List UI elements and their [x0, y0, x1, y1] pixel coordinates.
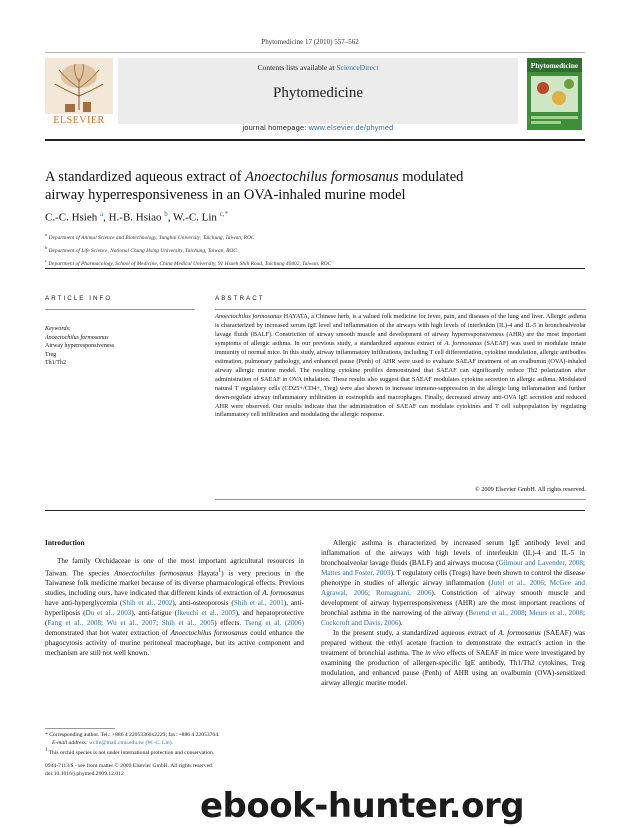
- abstract-rule: [215, 309, 586, 310]
- keyword: Treg: [45, 351, 57, 358]
- issn-block: [45, 762, 345, 778]
- article-info-heading: ARTICLE INFO: [45, 295, 113, 302]
- cover-title: Phytomedicine: [530, 61, 579, 70]
- keyword: Anoectochilus formosanus: [45, 334, 109, 341]
- abstract-bottom-rule: [215, 499, 586, 500]
- affil-sup: a: [45, 232, 48, 237]
- right-column: [321, 538, 585, 688]
- author-name[interactable]: C.-C. Hsieh: [45, 211, 98, 224]
- watermark: ebook-hunter.org: [200, 786, 525, 826]
- header-top-rule: [45, 52, 585, 53]
- abstract-part-2: (SAEAF) was used to modulate innate immunity of normal mice. In this study, airway inflammatory infiltrations, including T cell differentiation, cytokine modulation, allergic antibodies estimation, pulmonary pathology, and enhanced pause (Penh) of AHR were used to evaluate SAEAF treatment of an ovalbumin (OVA)-inhaled airway allergic murine model. The resulting cytokine profiles demonstrated that SAEAF can significantly reduce Th2 polarization after administration of SAEAF in OVA inhalation. These results also suggest that SAEAF modulates cytokine secretion in allergic asthma. Modulated natural T regulatory cells (CD25+/CD4+, Treg) were also shown to increase immuno-suppression in the allergic lung inflammation and further down-regulate airway inflammatory infiltration in eosinophils and macrophages. Finally, decreased airway anti-OVA IgE secretion and reduced AHR were observed. Our results indicate that the administration of SAEAF can modulate cytokines and T cell subpopulation by regulating inflammatory cell infiltration and modulating the allergic response.: [215, 339, 586, 419]
- abstract-heading: ABSTRACT: [215, 295, 265, 302]
- title-species: Anoectochilus formosanus: [245, 169, 399, 185]
- email-link[interactable]: wclin@mail.cmu.edu.tw (W.-C. Lin).: [89, 740, 173, 746]
- left-column: [45, 538, 304, 658]
- article-title: [45, 168, 585, 204]
- author-name[interactable]: H.-B. Hsiao: [108, 211, 162, 224]
- journal-citation: Phytomedicine 17 (2010) 557–562: [261, 38, 359, 46]
- contents-prefix: Contents lists available at: [257, 63, 337, 72]
- keywords-block: [45, 325, 195, 368]
- elsevier-wordmark: ELSEVIER: [53, 115, 105, 126]
- email-note: [45, 739, 304, 747]
- header-bottom-rule: [45, 139, 585, 141]
- title-part-2: modulated: [398, 169, 464, 185]
- issn-line: 0944-7113/$ - see front matter © 2009 Elsevier GmbH. All rights reserved.: [45, 763, 214, 769]
- introduction-heading: Introduction: [45, 538, 85, 547]
- abstract-species-short: A. formosanus: [444, 339, 482, 347]
- body-top-rule: [45, 510, 585, 511]
- abstract-text: [215, 313, 586, 420]
- abstract-part-1: HAYATA, a Chinese herb, is a valued folk medicine for fever, pain, and diseases of the lung and liver. Allergic asthma is characterized by increased serum IgE level and inflammation of the airways with high levels of interleukin (IL)-4 and IL-5 in bronchoalveolar lavage fluids (BALF). Constriction of airway smooth muscle and development of airway hyperresponsiveness (AHR) are the most important symptoms of allergic asthma. In our previous study, a standardized aqueous extract of: [215, 313, 586, 347]
- author-name[interactable]: W.-C. Lin: [173, 211, 217, 224]
- affiliation: [45, 256, 585, 269]
- body-paragraph: Allergic asthma is characterized by increased serum IgE antibody level and inflammation of the airways with high levels of interleukin (IL)-4 and IL-5 in bronchoalveolar lavage fluids (BALF) and airways mucosa (Gilmour and Lavender, 2008; Mattes and Foster, 2003). T regulatory cells (Tregs) have been shown to control the disease phenotype in studies of allergic airway inflammation (Jutel et al., 2006; McGee and Agrawal, 2006; Romagnani, 2006). Constriction of airway smooth muscle and development of airway hyperresponsiveness (AHR) are the most important reactions of bronchial asthma in the narrowing of the airway (Berend et al., 2008; Meurs et al., 2008; Cockcroft and Davis, 2006).: [321, 539, 586, 627]
- journal-title: Phytomedicine: [273, 85, 363, 101]
- affiliations: [45, 230, 585, 268]
- copyright-notice: © 2009 Elsevier GmbH. All rights reserved.: [474, 486, 586, 493]
- article-info-rule: [45, 309, 195, 310]
- affil-sup: b: [45, 244, 48, 250]
- contents-line: [118, 63, 518, 72]
- affil-sup: c: [45, 257, 47, 263]
- footnote-1: $^1$ This orchid species is not under international protection and conservation.: [45, 748, 215, 756]
- footnotes: [45, 731, 304, 757]
- sciencedirect-link[interactable]: ScienceDirect: [336, 63, 379, 72]
- homepage-link[interactable]: www.elsevier.de/phymed: [308, 123, 394, 132]
- corresponding-text: Corresponding author. Tel.: +886 4 22053366x2229; fax: +886 4 22053764.: [49, 732, 220, 738]
- corresponding-author-note: * Corresponding author. Tel.: +886 4 22053366x2229; fax: +886 4 22053764.: [45, 732, 220, 738]
- body-paragraph: In the present study, a standardized aqueous extract of A. formosanus (SAEAF) was prepared without the ethyl acetate fraction to demonstrate the extract's action in the treatment of bronchial asthma. The in vivo effects of SAEAF in mice were investigated by examining the production of allergen-specific IgE antibody, Th1/Th2 cytokines, Treg modulation, and enhanced pause (Penh) of AHR using an ovalbumin (OVA)-sensitized airway allergic murine model.: [321, 629, 586, 687]
- author-affil-sup[interactable]: b: [164, 210, 168, 218]
- elsevier-logo: [45, 58, 113, 128]
- affil-text: Department of Animal Science and Biotechnology, Tunghai University, Taichung, Taiwan, ROC: [48, 234, 255, 241]
- author-affil-sup[interactable]: c,*: [219, 210, 229, 218]
- affiliation: [45, 243, 585, 256]
- title-line-2: airway hyperresponsiveness in an OVA-inhaled murine model: [45, 187, 406, 203]
- homepage-line: [118, 123, 518, 132]
- affiliation: [45, 230, 585, 243]
- title-bottom-rule: [45, 268, 585, 269]
- affil-text: Department of Life Science, National Chung Hsing University, Taichung, Taiwan, ROC: [48, 247, 237, 254]
- abstract-species: Anoectochilus formosanus: [215, 313, 282, 320]
- author-list: C.-C. Hsieh $^a$, H.-B. Hsiao $^b$, W.-C. Lin $^{c,*}$: [45, 210, 229, 224]
- email-label: E-mail address:: [52, 740, 88, 746]
- homepage-prefix: journal homepage:: [242, 123, 309, 132]
- author-affil-sup[interactable]: a: [100, 210, 104, 218]
- keyword: Th1/Th2: [45, 360, 66, 366]
- affil-text: Department of Pharmacology, School of Medicine, China Medical University, 91 Hsueh Shih Road, Taichung 40402, Taiwan, ROC: [48, 260, 332, 267]
- keyword: Airway hyperresponsiveness: [45, 343, 115, 349]
- title-part-1: A standardized aqueous extract of: [45, 169, 246, 185]
- doi-line[interactable]: doi:10.1016/j.phymed.2009.12.012: [45, 771, 124, 777]
- intro-paragraph: The family Orchidaceae is one of the most important agricultural resources in Taiwan. The species Anoectochilus formosanus Hayata$^1$) is very precious in the Taiwanese folk medicine market because of its diverse pharmacological effects. Previous studies, including ours, have indicated that different kinds of extraction of A. formosanus have anti-hyperglycemia (Shih et al., 2002), anti-osteoporosis (Shih et al., 2001), anti-hyperliposis (Du et al., 2003), anti-fatigue (Ikeuchi et al., 2005), and hepatoprotective (Fang et al., 2008; Wu et al., 2007; Shih et al., 2005) effects. Tseng et al. (2006) demonstrated that hot water extraction of Anoectochilus formosanus could enhance the phagocytosis activity of murine peritoneal macrophage, but its active component and mechanism are still not well known.: [45, 557, 305, 658]
- keywords-label: Keywords:: [45, 326, 71, 332]
- footnote-1-text: This orchid species is not under international protection and conservation.: [48, 749, 215, 756]
- journal-cover-thumbnail: [527, 58, 582, 130]
- footnote-rule: [45, 728, 115, 729]
